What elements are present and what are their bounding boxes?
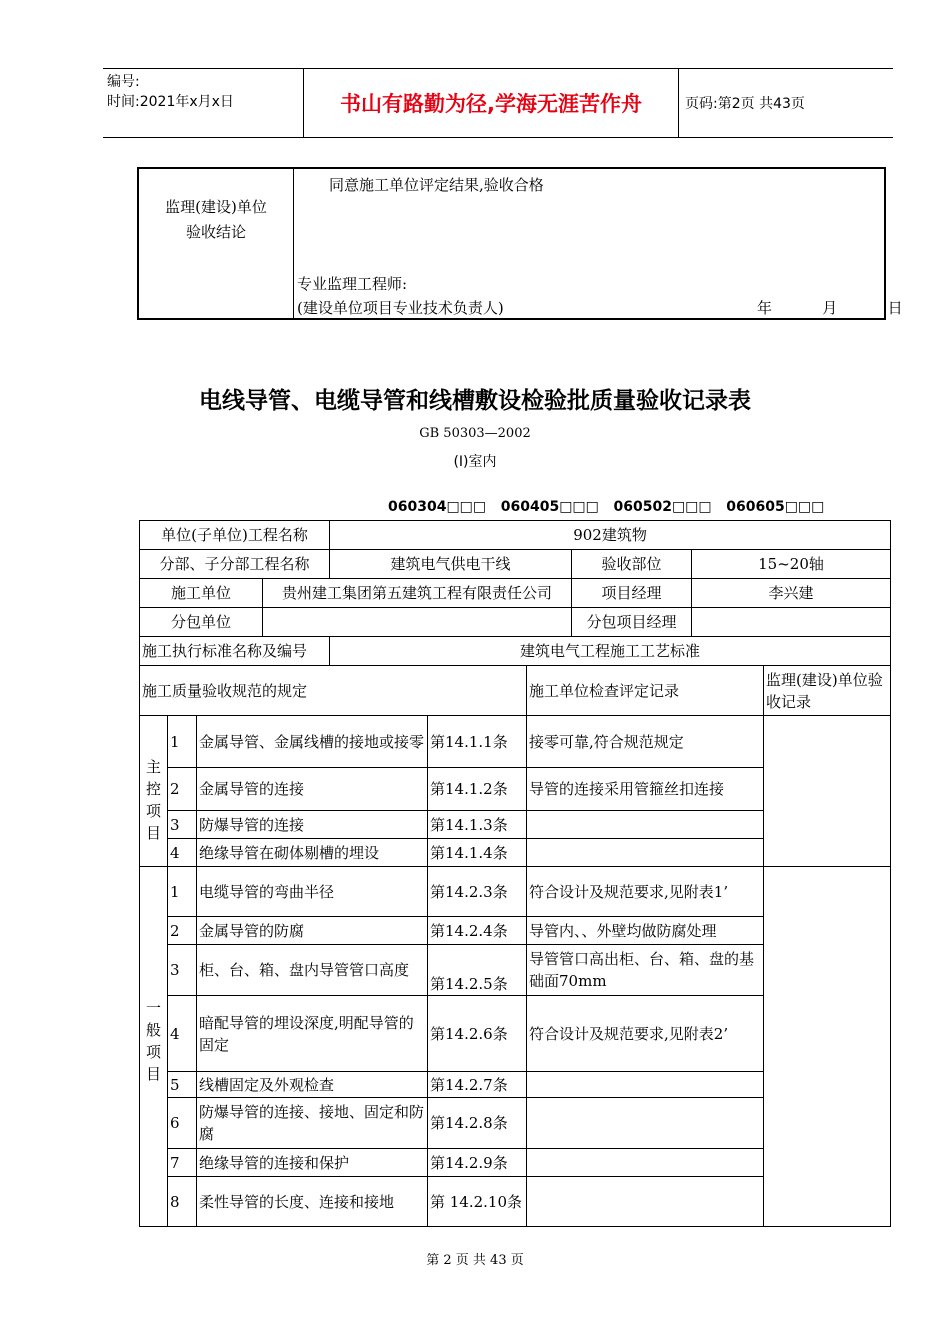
supervise-header: 监理(建设)单位验收记录 (764, 666, 891, 716)
general-item-clause: 第14.2.9条 (428, 1149, 527, 1177)
page-label: 页码:第2页 共43页 (685, 96, 805, 112)
general-item-record (527, 1149, 764, 1177)
spec-header: 施工质量验收规范的规定 (140, 666, 527, 716)
general-item-clause: 第14.2.4条 (428, 917, 527, 945)
motto: 书山有路勤为径,学海无涯苦作舟 (304, 69, 679, 137)
main-item-no: 1 (168, 716, 197, 768)
main-item-name: 防爆导管的连接 (197, 811, 428, 839)
main-item-name: 金属导管的连接 (197, 768, 428, 811)
time-label: 时间:2021年x月x日 (107, 94, 234, 110)
general-item-name: 金属导管的防腐 (197, 917, 428, 945)
general-supervise-cell (764, 867, 891, 1227)
main-item-no: 2 (168, 768, 197, 811)
general-item-no: 6 (168, 1098, 197, 1149)
check-header: 施工单位检查评定记录 (527, 666, 764, 716)
general-item-no: 1 (168, 867, 197, 917)
main-item-record: 导管的连接采用管箍丝扣连接 (527, 768, 764, 811)
general-item-clause: 第14.2.6条 (428, 996, 527, 1072)
general-item-record: 符合设计及规范要求,见附表1’ (527, 867, 764, 917)
info-table (139, 520, 891, 666)
document-title: 电线导管、电缆导管和线槽敷设检验批质量验收记录表 (199, 388, 751, 414)
accept-part-label: 验收部位 (572, 550, 692, 579)
general-item-name: 线槽固定及外观检查 (197, 1072, 428, 1098)
general-group-label: 一般项目 (140, 867, 168, 1227)
pm-value: 李兴建 (692, 579, 891, 608)
batch-codes: 060304□□□ 060405□□□ 060502□□□ 060605□□□ (388, 499, 825, 515)
general-item-clause: 第14.2.3条 (428, 867, 527, 917)
section-label: (Ⅰ)室内 (453, 454, 497, 470)
sub-project-label: 分部、子分部工程名称 (140, 550, 330, 579)
page-footer: 第 2 页 共 43 页 (426, 1253, 524, 1268)
general-item-record: 符合设计及规范要求,见附表2’ (527, 996, 764, 1072)
general-item-name: 防爆导管的连接、接地、固定和防腐 (197, 1098, 428, 1149)
date-label: 年 月 日 (757, 299, 903, 317)
main-group-label: 主控项目 (140, 716, 168, 867)
general-item-clause: 第14.2.7条 (428, 1072, 527, 1098)
main-item-clause: 第14.1.3条 (428, 811, 527, 839)
standard-label: 施工执行标准名称及编号 (140, 637, 330, 666)
general-item-no: 5 (168, 1072, 197, 1098)
general-item-clause: 第14.2.8条 (428, 1098, 527, 1149)
pm-label: 项目经理 (572, 579, 692, 608)
main-item-record: 接零可靠,符合规范规定 (527, 716, 764, 768)
conclusion-text: 同意施工单位评定结果,验收合格 (329, 176, 544, 194)
subcontract-value (263, 608, 572, 637)
number-label: 编号: (107, 74, 140, 90)
general-item-no: 3 (168, 945, 197, 996)
general-item-name: 绝缘导管的连接和保护 (197, 1149, 428, 1177)
general-item-clause: 第 14.2.10条 (428, 1177, 527, 1227)
engineer-label: 专业监理工程师: (297, 275, 408, 293)
general-item-record (527, 1072, 764, 1098)
supervision-label-2: 验收结论 (185, 223, 246, 241)
general-item-no: 7 (168, 1149, 197, 1177)
items-table (139, 665, 891, 1227)
owner-label: (建设单位项目专业技术负责人) (297, 299, 504, 317)
page-header (103, 68, 893, 138)
general-item-clause: 第14.2.5条 (428, 945, 527, 996)
general-item-no: 8 (168, 1177, 197, 1227)
general-item-no: 2 (168, 917, 197, 945)
main-item-record (527, 811, 764, 839)
general-item-name: 电缆导管的弯曲半径 (197, 867, 428, 917)
general-item-name: 柔性导管的长度、连接和接地 (197, 1177, 428, 1227)
standard-value: 建筑电气工程施工工艺标准 (330, 637, 891, 666)
main-item-clause: 第14.1.1条 (428, 716, 527, 768)
sub-pm-value (692, 608, 891, 637)
general-item-no: 4 (168, 996, 197, 1072)
supervision-label-1: 监理(建设)单位 (165, 198, 267, 216)
unit-project-label: 单位(子单位)工程名称 (140, 521, 330, 550)
unit-project-value: 902建筑物 (330, 521, 891, 550)
main-item-record (527, 839, 764, 867)
general-item-record (527, 1177, 764, 1227)
construct-unit-label: 施工单位 (140, 579, 263, 608)
main-supervise-cell (764, 716, 891, 867)
general-item-record (527, 1098, 764, 1149)
main-item-name: 绝缘导管在砌体剔槽的埋设 (197, 839, 428, 867)
standard-code: GB 50303—2002 (419, 426, 531, 441)
sub-pm-label: 分包项目经理 (572, 608, 692, 637)
general-item-name: 暗配导管的埋设深度,明配导管的固定 (197, 996, 428, 1072)
general-item-record: 导管内、、外壁均做防腐处理 (527, 917, 764, 945)
main-item-no: 3 (168, 811, 197, 839)
supervision-conclusion-box (137, 167, 903, 320)
general-item-name: 柜、台、箱、盘内导管管口高度 (197, 945, 428, 996)
general-item-record: 导管管口高出柜、台、箱、盘的基础面70mm (527, 945, 764, 996)
main-item-name: 金属导管、金属线槽的接地或接零 (197, 716, 428, 768)
sub-project-value: 建筑电气供电干线 (330, 550, 572, 579)
subcontract-label: 分包单位 (140, 608, 263, 637)
main-item-clause: 第14.1.2条 (428, 768, 527, 811)
construct-unit-value: 贵州建工集团第五建筑工程有限责任公司 (263, 579, 572, 608)
main-item-no: 4 (168, 839, 197, 867)
main-item-clause: 第14.1.4条 (428, 839, 527, 867)
accept-part-value: 15~20轴 (692, 550, 891, 579)
header-meta (103, 69, 304, 137)
